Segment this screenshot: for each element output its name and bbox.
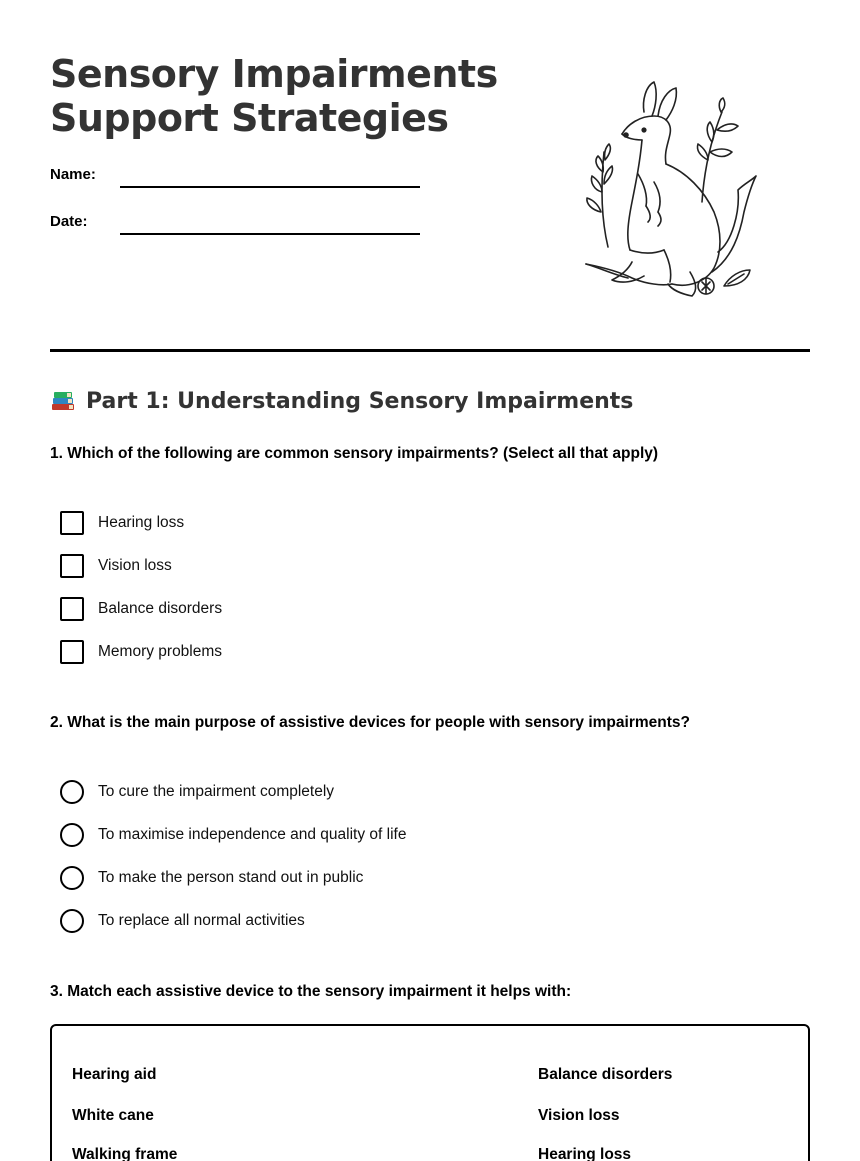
device-item[interactable]: Hearing aid xyxy=(72,1066,157,1083)
worksheet-title xyxy=(50,52,530,140)
radio-button[interactable] xyxy=(60,866,84,890)
option-label: To cure the impairment completely xyxy=(98,783,335,800)
q2-option[interactable] xyxy=(60,822,406,848)
name-input-line[interactable] xyxy=(120,186,420,188)
part1-title: Part 1: Understanding Sensory Impairments xyxy=(86,388,634,414)
radio-button[interactable] xyxy=(60,823,84,847)
q1-option[interactable] xyxy=(60,639,222,665)
q2-option[interactable] xyxy=(60,779,334,805)
impairment-item[interactable]: Hearing loss xyxy=(538,1146,632,1161)
impairment-item[interactable]: Balance disorders xyxy=(538,1066,673,1083)
radio-button[interactable] xyxy=(60,909,84,933)
q1-option[interactable] xyxy=(60,596,222,622)
q1-option[interactable] xyxy=(60,510,184,536)
device-item[interactable]: White cane xyxy=(72,1107,154,1124)
radio-button[interactable] xyxy=(60,780,84,804)
option-label: Memory problems xyxy=(98,643,223,660)
q1-option[interactable] xyxy=(60,553,172,579)
kangaroo-illustration-icon xyxy=(572,72,762,302)
header-divider xyxy=(50,349,810,352)
option-label: To maximise independence and quality of life xyxy=(98,826,407,843)
question-3: 3. Match each assistive device to the sensory impairment it helps with: xyxy=(50,983,572,1000)
checkbox[interactable] xyxy=(60,640,84,664)
option-label: Balance disorders xyxy=(98,600,223,617)
q2-option[interactable] xyxy=(60,865,363,891)
date-label: Date: xyxy=(50,213,88,230)
matching-box xyxy=(50,1024,810,1161)
q2-option[interactable] xyxy=(60,908,305,934)
title-line-2: Support Strategies xyxy=(50,96,449,140)
name-field xyxy=(50,166,430,196)
option-label: To make the person stand out in public xyxy=(98,869,364,886)
question-1: 1. Which of the following are common sensory impairments? (Select all that apply) xyxy=(50,445,659,462)
title-line-1: Sensory Impairments xyxy=(50,52,498,96)
impairment-item[interactable]: Vision loss xyxy=(538,1107,620,1124)
name-label: Name: xyxy=(50,166,96,183)
books-icon xyxy=(50,388,76,414)
part1-heading xyxy=(50,388,633,414)
date-input-line[interactable] xyxy=(120,233,420,235)
question-2: 2. What is the main purpose of assistive devices for people with sensory impairments? xyxy=(50,714,690,731)
option-label: Vision loss xyxy=(98,557,172,574)
checkbox[interactable] xyxy=(60,511,84,535)
device-item[interactable]: Walking frame xyxy=(72,1146,178,1161)
option-label: To replace all normal activities xyxy=(98,912,305,929)
checkbox[interactable] xyxy=(60,597,84,621)
date-field xyxy=(50,213,430,243)
option-label: Hearing loss xyxy=(98,514,185,531)
checkbox[interactable] xyxy=(60,554,84,578)
